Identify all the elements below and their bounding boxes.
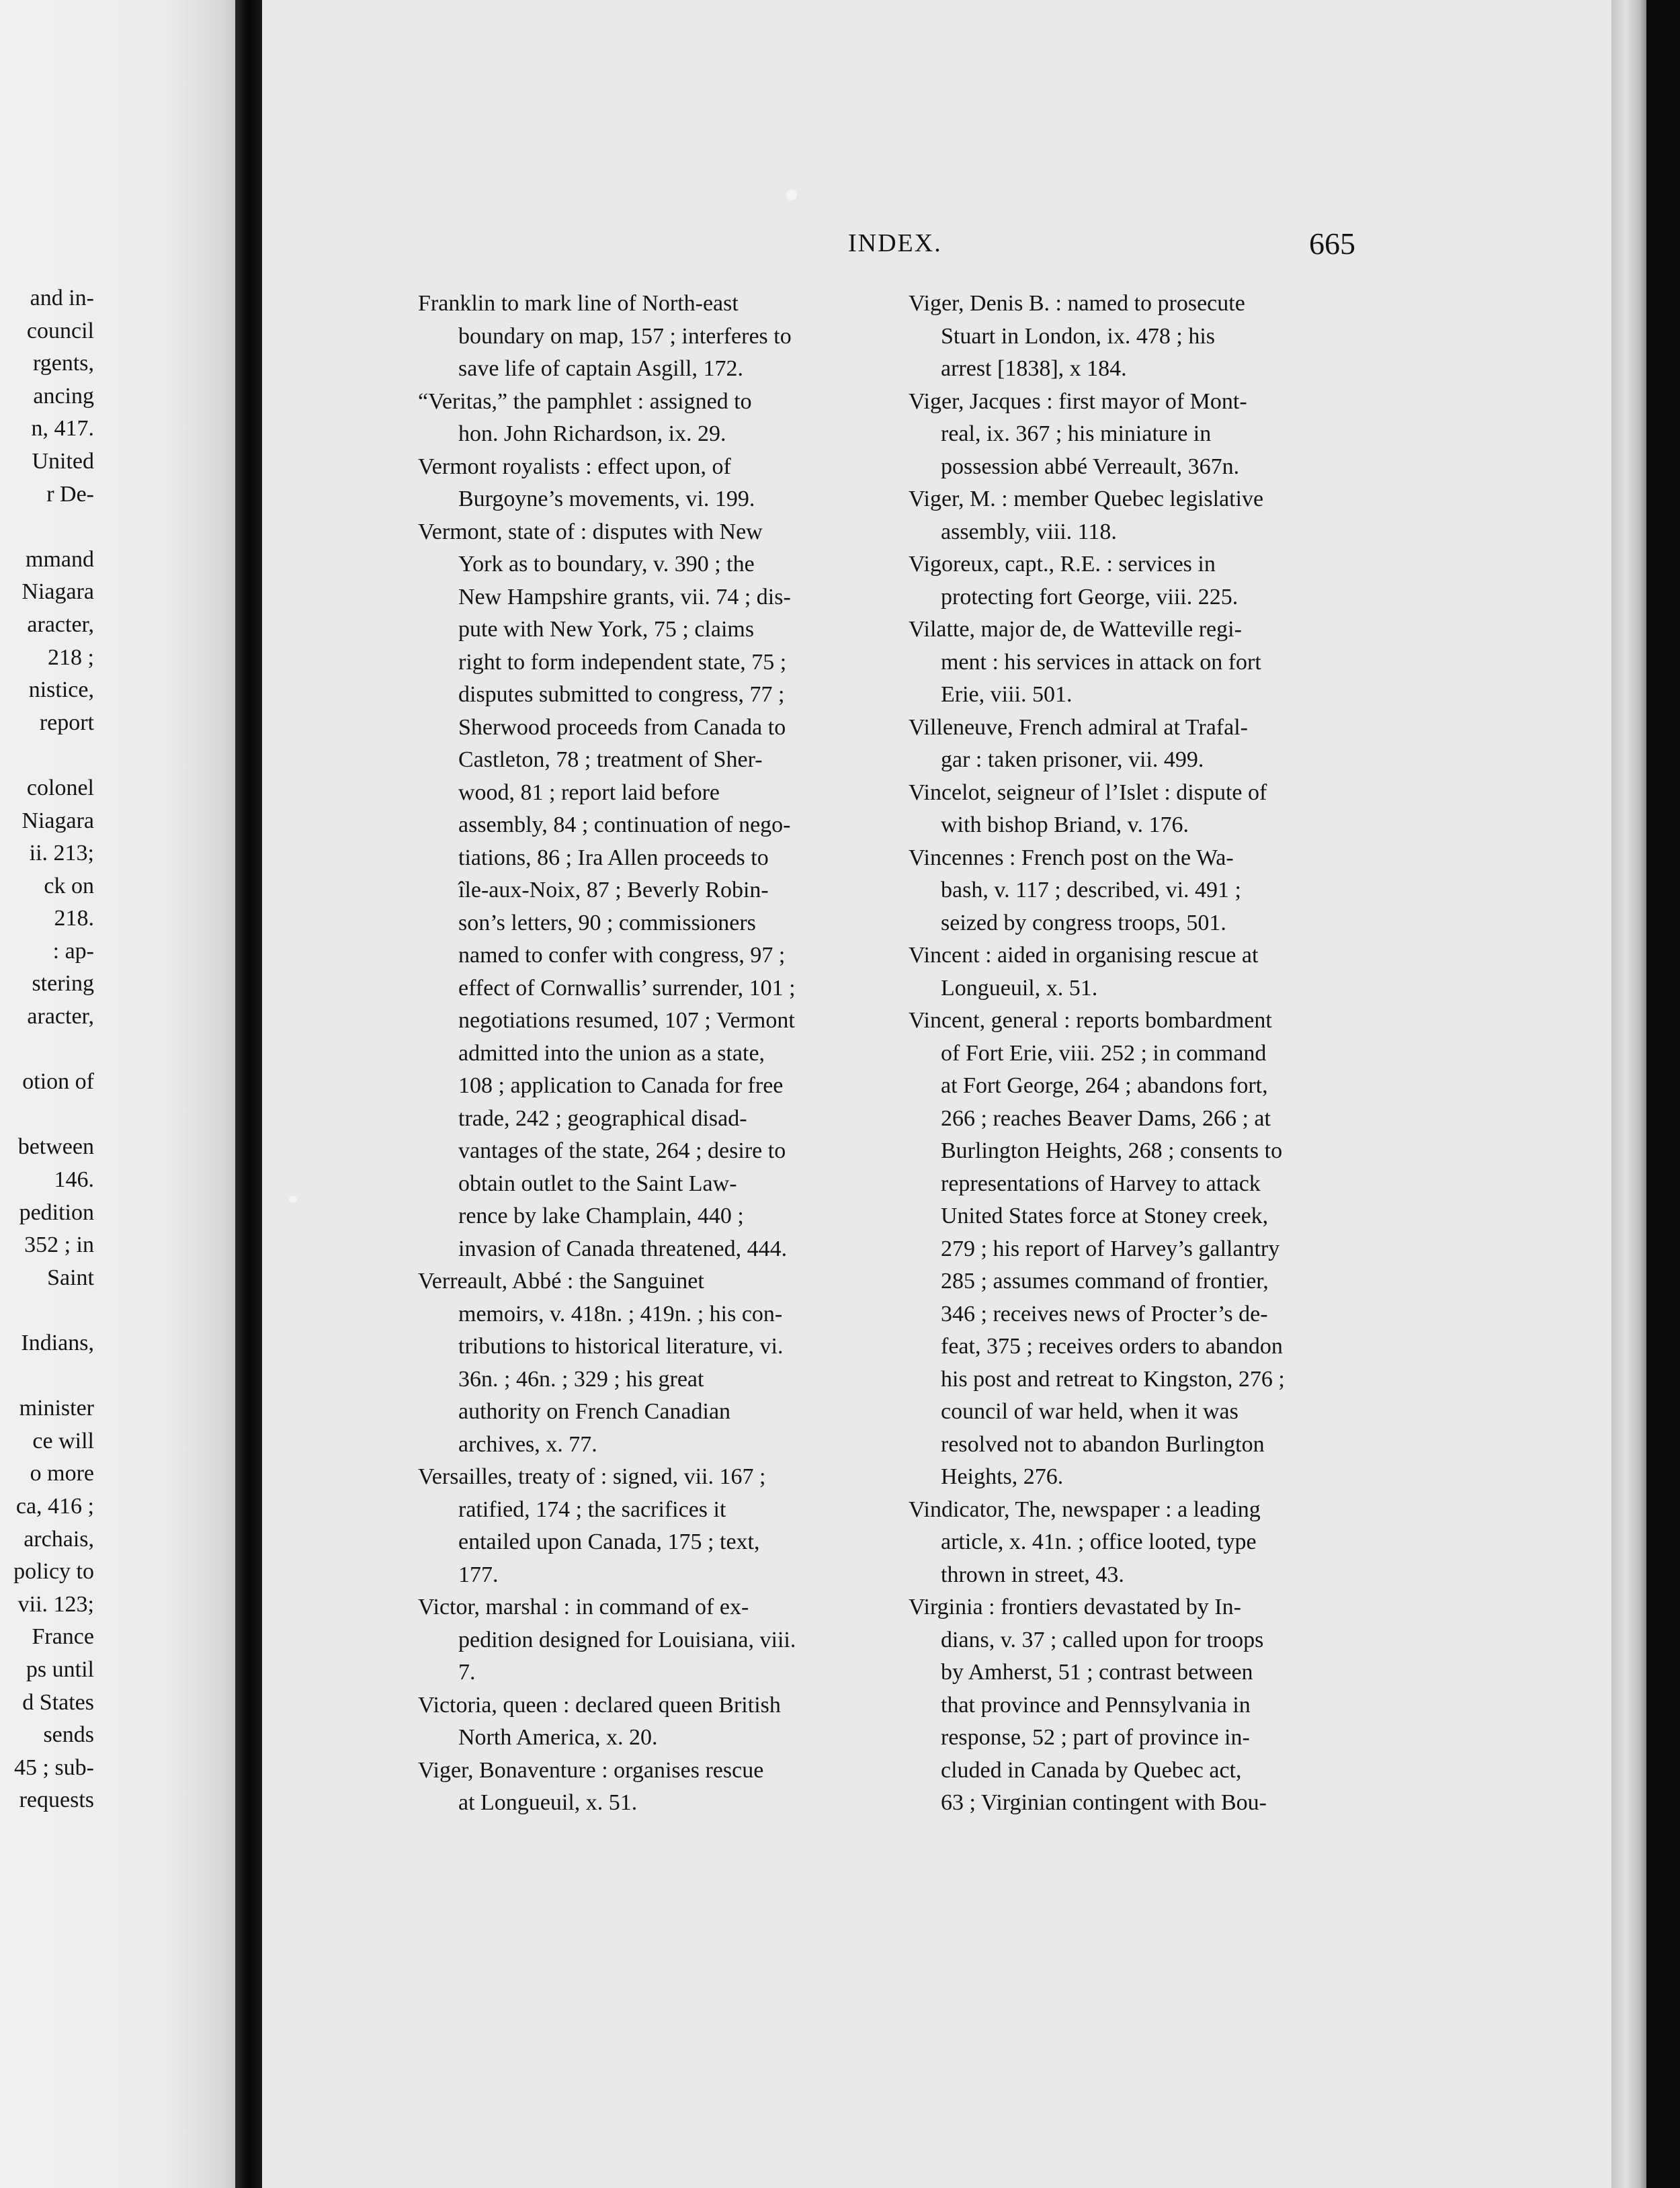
running-header-title: INDEX. xyxy=(848,229,942,257)
left-page-fragment: requests xyxy=(19,1787,94,1813)
left-page-fragment: 45 ; sub- xyxy=(14,1755,94,1780)
index-entry-continuation-line: at Fort George, 264 ; abandons fort, xyxy=(941,1073,1268,1098)
index-entry-continuation-line: 279 ; his report of Harvey’s gallantry xyxy=(941,1236,1280,1261)
index-entry-continuation-line: disputes submitted to congress, 77 ; xyxy=(458,682,785,707)
index-entry-heading-line: Franklin to mark line of North-east xyxy=(418,291,739,316)
index-entry-continuation-line: with bishop Briand, v. 176. xyxy=(941,812,1189,837)
index-entry-heading-line: Virginia : frontiers devastated by In- xyxy=(909,1595,1241,1619)
index-entry xyxy=(909,1591,1366,1820)
book-gutter xyxy=(235,0,262,2188)
index-entry-continuation-line: named to confer with congress, 97 ; xyxy=(458,943,786,968)
index-entry xyxy=(909,1494,1366,1592)
index-entry-continuation-line: hon. John Richardson, ix. 29. xyxy=(458,421,726,446)
left-page-fragment: stering xyxy=(32,971,94,997)
index-entry xyxy=(909,483,1366,548)
left-page-fragment: policy to xyxy=(13,1559,94,1585)
index-entry-continuation-line: 177. xyxy=(458,1562,499,1587)
index-entry-continuation-line: 63 ; Virginian contingent with Bou- xyxy=(941,1790,1267,1815)
index-entry-continuation-line: North America, x. 20. xyxy=(458,1725,658,1750)
index-entry-continuation-line: seized by congress troops, 501. xyxy=(941,910,1226,935)
index-entry-continuation-line: vantages of the state, 264 ; desire to xyxy=(458,1138,786,1163)
index-entry-continuation-line: Burlington Heights, 268 ; consents to xyxy=(941,1138,1283,1163)
index-entry-heading-line: Verreault, Abbé : the Sanguinet xyxy=(418,1269,704,1294)
left-page-fragment: rgents, xyxy=(33,351,94,376)
left-page-fragment: sends xyxy=(43,1722,94,1748)
left-page-fragment: and in- xyxy=(30,286,94,310)
index-entry-heading-line: Vilatte, major de, de Watteville regi- xyxy=(909,617,1242,642)
left-page-fragment xyxy=(0,739,94,772)
index-entry-heading-line: Vincennes : French post on the Wa- xyxy=(909,845,1234,870)
left-page-fragment: o more xyxy=(30,1461,94,1486)
index-entry-continuation-line: boundary on map, 157 ; interferes to xyxy=(458,323,792,349)
index-entry-continuation-line: tributions to historical literature, vi. xyxy=(458,1334,784,1359)
index-entry-heading-line: Villeneuve, French admiral at Trafal- xyxy=(909,714,1248,740)
left-page-fragment xyxy=(0,1099,94,1132)
index-entry xyxy=(909,777,1366,842)
left-page-fragment: pedition xyxy=(19,1200,94,1225)
index-entry-continuation-line: cluded in Canada by Quebec act, xyxy=(941,1757,1242,1783)
index-entry xyxy=(418,288,882,386)
index-entry-heading-line: Vermont royalists : effect upon, of xyxy=(418,454,731,479)
index-entry-continuation-line: thrown in street, 43. xyxy=(941,1562,1124,1587)
index-entry-heading-line: Viger, Bonaventure : organises rescue xyxy=(418,1757,764,1783)
left-page xyxy=(0,0,235,2188)
left-page-text-fragments xyxy=(0,282,94,1817)
index-entry-continuation-line: right to form independent state, 75 ; xyxy=(458,649,787,675)
index-entry-continuation-line: feat, 375 ; receives orders to abandon xyxy=(941,1334,1283,1359)
left-page-fragment: 218 ; xyxy=(48,644,94,670)
left-page-fragment: United xyxy=(32,448,94,474)
left-page-fragment xyxy=(0,1360,94,1393)
index-entry-continuation-line: real, ix. 367 ; his miniature in xyxy=(941,421,1212,446)
index-entry xyxy=(418,451,882,516)
index-entry-continuation-line: arrest [1838], x 184. xyxy=(941,356,1127,381)
index-entry-heading-line: Vigoreux, capt., R.E. : services in xyxy=(909,552,1216,577)
index-entry-heading-line: Vincelot, seigneur of l’Islet : dispute of xyxy=(909,780,1267,805)
index-entry-continuation-line: at Longueuil, x. 51. xyxy=(458,1790,638,1815)
left-page-fragment: Saint xyxy=(47,1265,94,1290)
left-page-fragment xyxy=(0,511,94,544)
index-entry-continuation-line: by Amherst, 51 ; contrast between xyxy=(941,1660,1253,1685)
index-entry xyxy=(909,288,1366,386)
index-entry xyxy=(418,1689,882,1755)
index-entry-heading-line: Viger, M. : member Quebec legislative xyxy=(909,487,1264,511)
index-entry xyxy=(418,1755,882,1820)
left-page-fragment: between xyxy=(17,1134,94,1160)
index-entry-heading-line: Vincent, general : reports bombardment xyxy=(909,1008,1272,1033)
index-entry-continuation-line: council of war held, when it was xyxy=(941,1399,1238,1424)
left-page-fragment: ii. 213; xyxy=(29,841,94,866)
index-entry-continuation-line: York as to boundary, v. 390 ; the xyxy=(458,552,755,577)
index-entry xyxy=(418,1461,882,1591)
index-entry-heading-line: Victor, marshal : in command of ex- xyxy=(418,1595,749,1619)
index-entry-continuation-line: pedition designed for Louisiana, viii. xyxy=(458,1627,796,1652)
index-entry-continuation-line: resolved not to abandon Burlington xyxy=(941,1431,1265,1457)
index-entry-continuation-line: ratified, 174 ; the sacrifices it xyxy=(458,1497,726,1522)
index-entry xyxy=(909,939,1366,1005)
index-entry-continuation-line: negotiations resumed, 107 ; Vermont xyxy=(458,1008,795,1033)
left-page-fragment: Indians, xyxy=(21,1331,94,1355)
index-entry-continuation-line: that province and Pennsylvania in xyxy=(941,1692,1251,1718)
index-entry-continuation-line: assembly, 84 ; continuation of nego- xyxy=(458,812,791,837)
index-entry-continuation-line: entailed upon Canada, 175 ; text, xyxy=(458,1529,760,1554)
index-entry-continuation-line: rence by lake Champlain, 440 ; xyxy=(458,1204,744,1228)
page-number: 665 xyxy=(1309,226,1355,261)
index-entry-continuation-line: United States force at Stoney creek, xyxy=(941,1204,1269,1228)
index-entry-continuation-line: île-aux-Noix, 87 ; Beverly Robin- xyxy=(458,878,769,902)
index-entry-heading-line: “Veritas,” the pamphlet : assigned to xyxy=(418,388,752,414)
index-entry-continuation-line: wood, 81 ; report laid before xyxy=(458,780,720,805)
left-page-fragment: ancing xyxy=(33,383,94,409)
left-page-fragment: aracter, xyxy=(27,1004,94,1029)
index-entry-continuation-line: obtain outlet to the Saint Law- xyxy=(458,1171,737,1196)
index-entry-continuation-line: bash, v. 117 ; described, vi. 491 ; xyxy=(941,878,1241,902)
left-page-fragment: d States xyxy=(22,1689,94,1715)
index-entry xyxy=(909,614,1366,712)
index-entry-continuation-line: Stuart in London, ix. 478 ; his xyxy=(941,323,1215,349)
left-page-fragment: report xyxy=(39,710,94,735)
index-entry-continuation-line: representations of Harvey to attack xyxy=(941,1171,1261,1196)
index-entry-continuation-line: 36n. ; 46n. ; 329 ; his great xyxy=(458,1366,704,1392)
left-page-fragment: 352 ; in xyxy=(24,1232,94,1258)
index-entry-continuation-line: save life of captain Asgill, 172. xyxy=(458,356,743,381)
index-column-right xyxy=(909,288,1366,1820)
index-entry-continuation-line: archives, x. 77. xyxy=(458,1431,597,1457)
paper-speck xyxy=(786,190,797,200)
index-entry-continuation-line: response, 52 ; part of province in- xyxy=(941,1725,1250,1750)
index-entry-continuation-line: his post and retreat to Kingston, 276 ; xyxy=(941,1366,1285,1392)
index-entry-continuation-line: Longueuil, x. 51. xyxy=(941,975,1098,1001)
index-entry xyxy=(418,1265,882,1461)
index-entry-continuation-line: Burgoyne’s movements, vi. 199. xyxy=(458,487,755,511)
left-page-fragment xyxy=(0,1294,94,1327)
index-entry-continuation-line: son’s letters, 90 ; commissioners xyxy=(458,910,756,935)
index-entry xyxy=(418,386,882,451)
index-entry xyxy=(909,842,1366,940)
index-entry xyxy=(909,1005,1366,1494)
index-entry xyxy=(909,712,1366,777)
paper-speck xyxy=(289,1196,297,1203)
index-entry-heading-line: Viger, Jacques : first mayor of Mont- xyxy=(909,388,1247,414)
index-entry-continuation-line: invasion of Canada threatened, 444. xyxy=(458,1236,788,1261)
index-entry-continuation-line: ment : his services in attack on fort xyxy=(941,649,1261,675)
index-entry-continuation-line: 285 ; assumes command of frontier, xyxy=(941,1269,1269,1294)
index-entry-continuation-line: pute with New York, 75 ; claims xyxy=(458,617,755,642)
left-page-fragment: otion of xyxy=(22,1069,94,1095)
left-page-fragment: Niagara xyxy=(22,808,94,833)
index-entry-heading-line: Victoria, queen : declared queen British xyxy=(418,1692,781,1718)
left-page-fragment: n, 417. xyxy=(31,416,94,441)
index-entry-continuation-line: possession abbé Verreault, 367n. xyxy=(941,454,1240,479)
index-entry-continuation-line: Erie, viii. 501. xyxy=(941,682,1073,707)
index-entry-heading-line: Vermont, state of : disputes with New xyxy=(418,519,763,544)
left-page-fragment: 146. xyxy=(54,1167,94,1193)
index-column-left xyxy=(418,288,882,1820)
index-entry-continuation-line: dians, v. 37 ; called upon for troops xyxy=(941,1627,1264,1652)
index-entry xyxy=(418,516,882,1266)
left-page-fragment: ck on xyxy=(44,873,94,898)
left-page-fragment: ce will xyxy=(32,1428,94,1454)
left-page-fragment: vii. 123; xyxy=(17,1591,94,1617)
index-entry-continuation-line: 346 ; receives news of Procter’s de- xyxy=(941,1301,1268,1327)
index-entry-continuation-line: Sherwood proceeds from Canada to xyxy=(458,714,786,740)
left-page-fragment: : ap- xyxy=(52,938,94,964)
left-page-fragment: ca, 416 ; xyxy=(15,1493,94,1519)
left-page-fragment: r De- xyxy=(46,481,94,507)
index-entry-continuation-line: Castleton, 78 ; treatment of Sher- xyxy=(458,747,763,772)
index-entry-continuation-line: gar : taken prisoner, vii. 499. xyxy=(941,747,1204,772)
left-page-fragment xyxy=(0,1034,94,1066)
left-page-fragment: aracter, xyxy=(27,612,94,637)
index-entry-heading-line: Vincent : aided in organising rescue at xyxy=(909,943,1259,968)
left-page-fragment: 218. xyxy=(54,906,94,931)
index-entry-continuation-line: memoirs, v. 418n. ; 419n. ; his con- xyxy=(458,1301,783,1327)
left-page-fragment: colonel xyxy=(26,775,94,800)
left-page-fragment: minister xyxy=(19,1396,94,1421)
index-entry-continuation-line: 266 ; reaches Beaver Dams, 266 ; at xyxy=(941,1105,1271,1131)
index-entry-heading-line: Versailles, treaty of : signed, vii. 167 ; xyxy=(418,1464,766,1489)
index-entry-continuation-line: tiations, 86 ; Ira Allen proceeds to xyxy=(458,845,769,870)
index-entry-heading-line: Viger, Denis B. : named to prosecute xyxy=(909,291,1245,316)
index-entry-continuation-line: effect of Cornwallis’ surrender, 101 ; xyxy=(458,975,796,1001)
index-entry xyxy=(418,1591,882,1689)
index-entry-continuation-line: authority on French Canadian xyxy=(458,1399,731,1424)
left-page-fragment: ps until xyxy=(26,1656,94,1682)
page-edge xyxy=(1611,0,1646,2188)
left-page-fragment: Niagara xyxy=(22,579,94,605)
index-entry-continuation-line: assembly, viii. 118. xyxy=(941,519,1117,544)
index-entry xyxy=(909,386,1366,484)
index-entry-continuation-line: protecting fort George, viii. 225. xyxy=(941,584,1238,609)
index-entry-continuation-line: Heights, 276. xyxy=(941,1464,1064,1489)
index-entry-continuation-line: admitted into the union as a state, xyxy=(458,1040,765,1066)
index-entry-heading-line: Vindicator, The, newspaper : a leading xyxy=(909,1497,1261,1522)
left-page-fragment: France xyxy=(32,1624,94,1650)
index-entry-continuation-line: trade, 242 ; geographical disad- xyxy=(458,1105,747,1131)
index-entry-continuation-line: New Hampshire grants, vii. 74 ; dis- xyxy=(458,584,791,609)
index-entry-continuation-line: of Fort Erie, viii. 252 ; in command xyxy=(941,1040,1267,1066)
left-page-fragment: nistice, xyxy=(28,677,94,703)
left-page-fragment: mmand xyxy=(26,546,94,572)
index-entry-continuation-line: 108 ; application to Canada for free xyxy=(458,1073,784,1098)
left-page-fragment: council xyxy=(26,318,94,343)
index-entry-continuation-line: 7. xyxy=(458,1660,476,1685)
left-page-fragment: archais, xyxy=(24,1526,94,1552)
index-entry-continuation-line: article, x. 41n. ; office looted, type xyxy=(941,1529,1257,1554)
index-entry xyxy=(909,548,1366,614)
